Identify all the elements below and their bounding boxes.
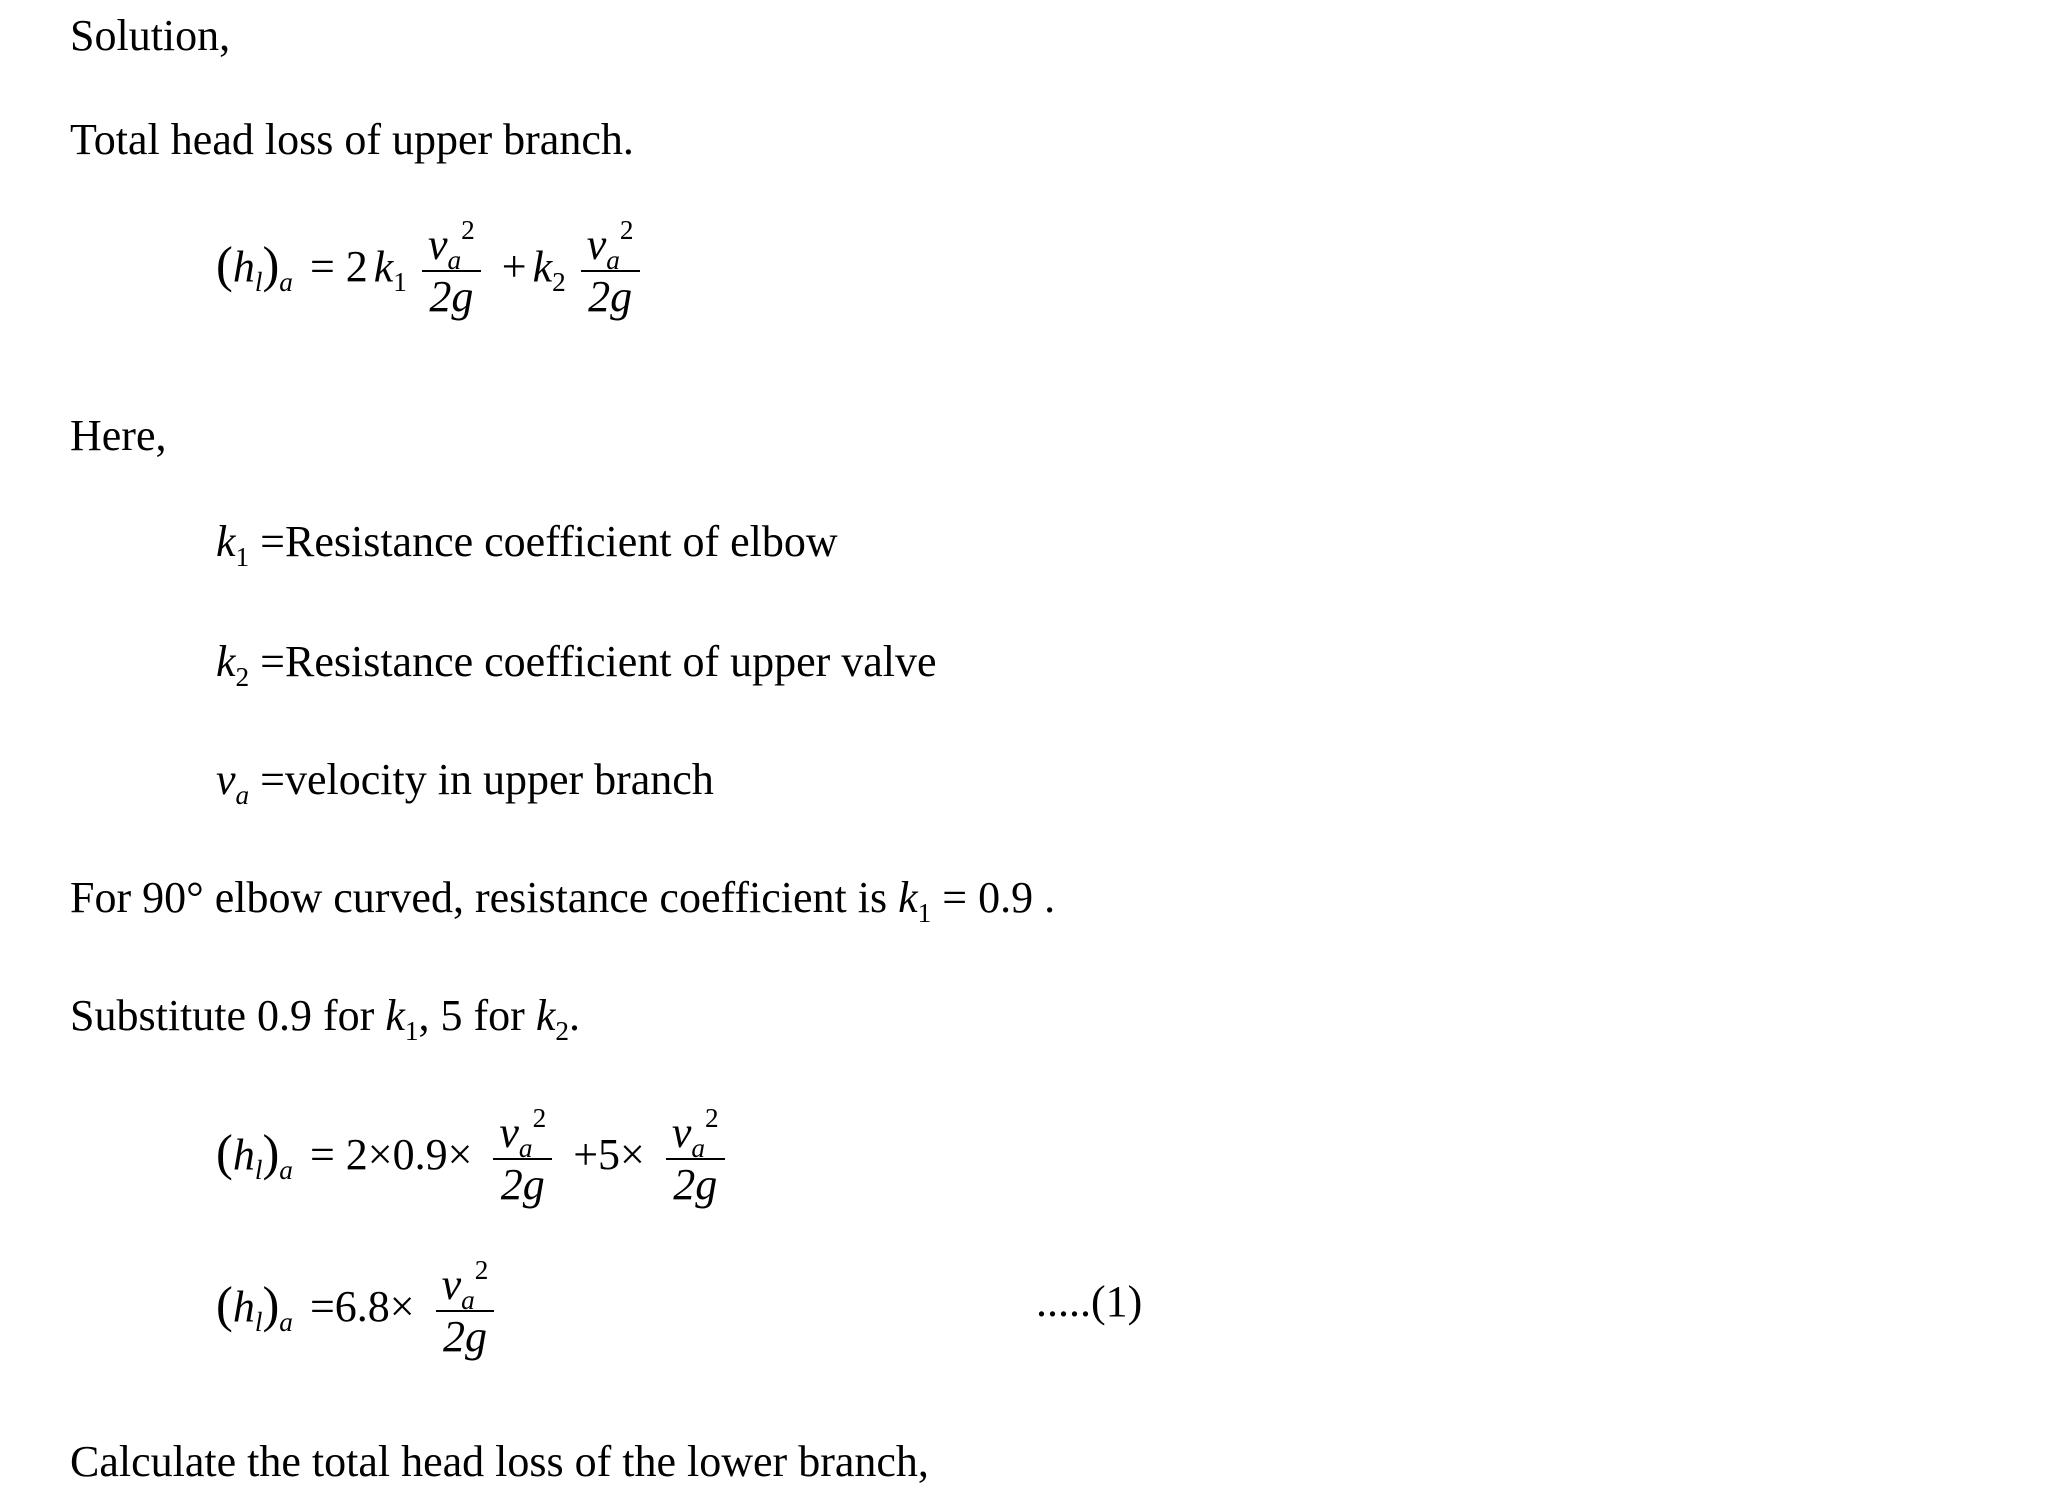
fraction-numerator: [422, 214, 481, 275]
symbol-h: h: [232, 1282, 255, 1332]
definition-k1: [216, 517, 838, 572]
equation-coefficient: = 2: [309, 242, 368, 292]
lower-branch-intro-text: Calculate the total head loss of the lower branch,: [70, 1437, 929, 1486]
subscript-1: 1: [393, 266, 407, 297]
fraction-denominator: 2g: [673, 1160, 718, 1210]
elbow-coefficient-sentence: [70, 873, 1056, 928]
open-paren: (: [216, 236, 233, 293]
exponent-2: 2: [705, 1102, 719, 1133]
fraction-denominator: 2g: [500, 1160, 545, 1210]
symbol-h: h: [232, 242, 255, 292]
lower-branch-intro: [70, 1437, 929, 1486]
equation-upper-head-loss: [216, 214, 644, 322]
symbol-v: v: [586, 220, 607, 269]
solution-text: Solution,: [70, 11, 231, 60]
subscript-l: l: [254, 1306, 263, 1337]
elbow-value-text: = 0.9 .: [942, 873, 1056, 922]
symbol-v: v: [216, 755, 236, 804]
definition-k2: [216, 637, 937, 692]
close-paren: ): [262, 236, 280, 293]
here-text: Here,: [70, 411, 167, 460]
subscript-1: 1: [917, 897, 932, 928]
symbol-v: v: [427, 220, 448, 269]
subscript-a: a: [279, 266, 293, 297]
substitute-end-text: .: [568, 991, 580, 1040]
exponent-2: 2: [619, 214, 634, 245]
subscript-a: a: [518, 1132, 533, 1163]
symbol-k1: k: [385, 991, 405, 1040]
exponent-2: 2: [532, 1102, 547, 1133]
symbol-v: v: [499, 1108, 519, 1157]
symbol-k2: k: [535, 991, 556, 1040]
subscript-a: a: [447, 244, 462, 275]
subscript-a: a: [606, 244, 620, 275]
equation-number: .....(1): [1036, 1277, 1143, 1326]
close-paren: ): [262, 1276, 280, 1333]
subscript-2: 2: [552, 266, 566, 297]
definition-k2-text: =Resistance coefficient of upper valve: [260, 637, 937, 686]
subscript-a: a: [279, 1306, 293, 1337]
substitute-prefix-text: Substitute 0.9 for: [70, 991, 375, 1040]
exponent-2: 2: [461, 214, 475, 245]
definition-k1-text: =Resistance coefficient of elbow: [260, 517, 838, 566]
here-label: [70, 411, 167, 460]
subscript-l: l: [254, 266, 263, 297]
subscript-l: l: [254, 1154, 263, 1185]
substitute-mid-text: , 5 for: [418, 991, 525, 1040]
subscript-1: 1: [404, 1015, 419, 1046]
subscript-2: 2: [235, 661, 250, 692]
equation-result-1: [216, 1254, 1216, 1362]
fraction-numerator: [436, 1254, 495, 1315]
symbol-k1: k: [373, 242, 394, 292]
subscript-2: 2: [555, 1015, 569, 1046]
upper-branch-intro-text: Total head loss of upper branch.: [70, 115, 634, 164]
fraction-numerator: [666, 1102, 725, 1163]
symbol-v: v: [671, 1108, 692, 1157]
symbol-k2: k: [216, 637, 236, 686]
symbol-h: h: [232, 1130, 255, 1180]
definition-va-text: =velocity in upper branch: [260, 755, 714, 804]
open-paren: (: [216, 1276, 233, 1333]
fraction-velocity-head: [422, 214, 481, 322]
fraction-velocity-head: [666, 1102, 725, 1210]
fraction-denominator: 2g: [442, 1312, 487, 1362]
equation-substituted: [216, 1102, 729, 1210]
definition-va: [216, 755, 714, 810]
fraction-numerator: [581, 214, 640, 275]
subscript-a: a: [461, 1284, 475, 1315]
exponent-2: 2: [474, 1254, 489, 1285]
equation-coefficient: = 2×0.9×: [309, 1130, 473, 1180]
fraction-denominator: 2g: [588, 272, 633, 322]
upper-branch-intro: [70, 115, 634, 164]
open-paren: (: [216, 1124, 233, 1181]
fraction-numerator: [493, 1102, 552, 1163]
equation-coefficient: =6.8×: [309, 1282, 415, 1332]
symbol-k1: k: [216, 517, 236, 566]
substitute-sentence: [70, 991, 580, 1046]
symbol-k1: k: [898, 873, 918, 922]
fraction-velocity-head: [581, 214, 640, 322]
subscript-a: a: [235, 779, 250, 810]
subscript-1: 1: [235, 541, 250, 572]
fraction-denominator: 2g: [429, 272, 474, 322]
subscript-a: a: [691, 1132, 706, 1163]
symbol-v: v: [441, 1260, 462, 1309]
subscript-a: a: [279, 1154, 293, 1185]
plus-sign: +: [501, 242, 527, 292]
close-paren: ): [262, 1124, 280, 1181]
solution-heading: [70, 11, 231, 60]
elbow-prefix-text: For 90° elbow curved, resistance coefficient is: [70, 873, 888, 922]
plus-term: +5×: [573, 1130, 645, 1180]
fraction-velocity-head: [436, 1254, 495, 1362]
fraction-velocity-head: [493, 1102, 552, 1210]
symbol-k2: k: [532, 242, 553, 292]
